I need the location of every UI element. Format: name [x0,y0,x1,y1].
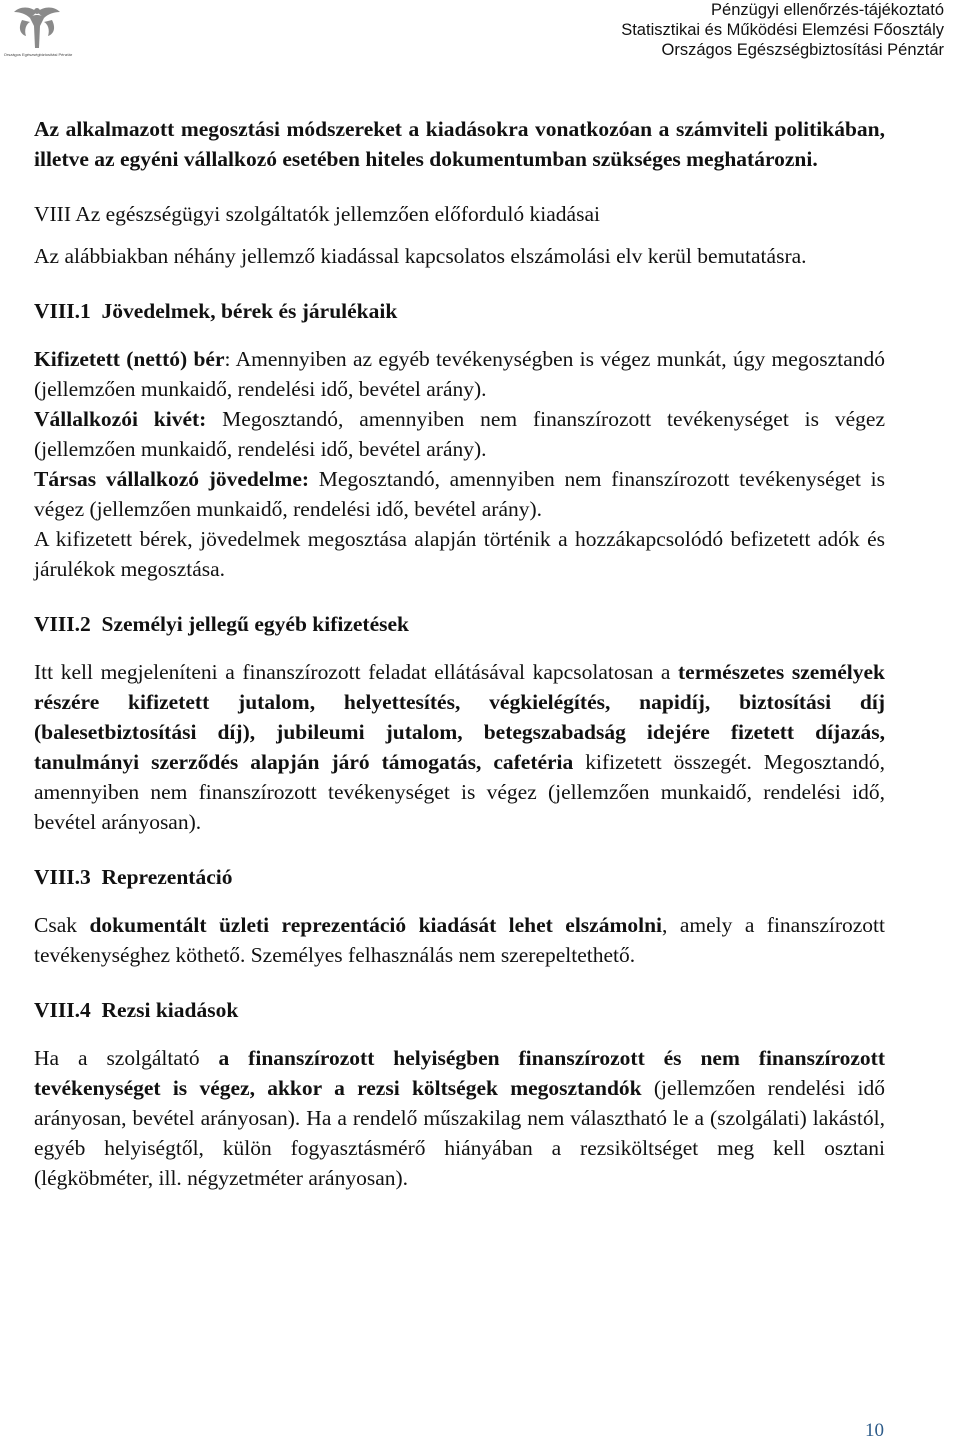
section-8-2-heading: VIII.2 Személyi jellegű egyéb kifizetések [34,612,409,636]
section-8-heading: VIII Az egészségügyi szolgáltatók jellemzően előforduló kiadásai [34,202,600,226]
document-header [621,0,944,60]
section-8-1-heading: VIII.1 Jövedelmek, bérek és járulékaik [34,299,398,323]
section-8-intro: Az alábbiakban néhány jellemző kiadással kapcsolatos elszámolási elv kerül bemutatásra. [34,244,807,268]
oep-logo-icon [2,4,72,52]
header-line-3: Országos Egészségbiztosítási Pénztár [661,41,944,59]
header-line-2: Statisztikai és Működési Elemzési Főosztály [621,21,944,39]
logo-caption: Országos Egészségbiztosítási Pénztár [3,52,73,57]
section-8-3-heading: VIII.3 Reprezentáció [34,865,233,889]
section-8-4-heading: VIII.4 Rezsi kiadások [34,998,239,1022]
partnership-income-paragraph: Társas vállalkozó jövedelme: Megosztandó, amennyiben nem finanszírozott tevékenységet is végez (jellemzően munkaidő, rendelési idő, bevétel arány). [34,467,885,521]
net-wage-paragraph: Kifizetett (nettó) bér: Amennyiben az egyéb tevékenységben is végez munkát, úgy megosztandó (jellemzően munkaidő, rendelési idő, bevétel arány). [34,347,885,401]
oep-logo [2,4,72,66]
entrepreneur-withdrawal-paragraph: Vállalkozói kivét: Megosztandó, amennyiben nem finanszírozott tevékenységet is végez (jellemzően munkaidő, rendelési idő, bevétel arány). [34,407,885,461]
section-8-2-paragraph: Itt kell megjeleníteni a finanszírozott feladat ellátásával kapcsolatosan a természetes személyek részére kifizetett jutalom, helyettesítés, végkielégítés, napidíj, biztosítási díj (balesetbiztosítási díj), jubileumi jutalom, betegszabadság idejére fizetett díjazás, tanulmányi szerződés alapján járó támogatás, cafetéria kifizetett összegét. Megosztandó, amennyiben nem finanszírozott tevékenységet is végez (jellemzően munkaidő, rendelési idő, bevétel arányosan). [34,660,886,834]
wage-taxes-paragraph: A kifizetett bérek, jövedelmek megosztása alapján történik a hozzákapcsolódó befizetett adók és járulékok megosztása. [34,527,885,581]
document-body [34,114,885,1193]
section-8-4-paragraph: Ha a szolgáltató a finanszírozott helyiségben finanszírozott és nem finanszírozott tevékenységet is végez, akkor a rezsi költségek megosztandók (jellemzően rendelési idő arányosan, bevétel arányosan). Ha a rendelő műszakilag nem választható le a (szolgálati) lakástól, egyéb helyiségtől, külön fogyasztásmérő hiányában a rezsiköltséget meg kell osztani (légköbméter, ill. négyzetméter arányosan). [34,1046,885,1190]
header-line-1: Pénzügyi ellenőrzés-tájékoztató [711,1,944,19]
intro-paragraph: Az alkalmazott megosztási módszereket a kiadásokra vonatkozóan a számviteli politikában, illetve az egyéni vállalkozó esetében hiteles dokumentumban szükséges meghatározni. [34,117,885,171]
section-8-3-paragraph: Csak dokumentált üzleti reprezentáció kiadását lehet elszámolni, amely a finanszírozott tevékenységhez köthető. Személyes felhasználás nem szerepeltethető. [34,913,886,967]
page-number: 10 [865,1420,884,1441]
